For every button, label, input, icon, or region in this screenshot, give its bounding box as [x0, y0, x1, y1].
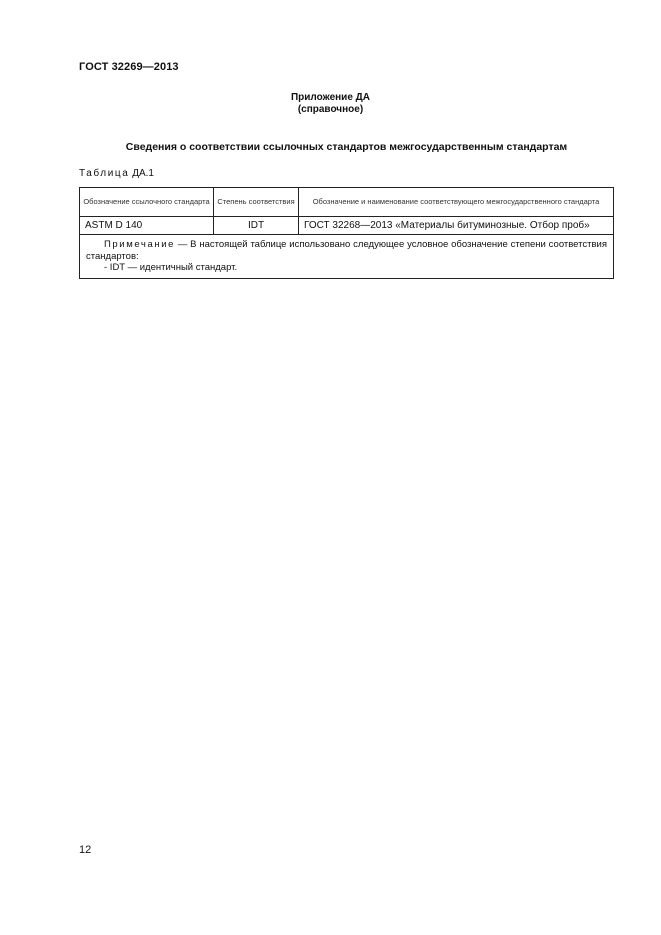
column-header-degree: Степень соответствия: [214, 188, 299, 217]
appendix-heading: [0, 92, 661, 116]
column-header-interstate-standard: Обозначение и наименование соответствующего межгосударственного стандарта: [299, 188, 614, 217]
cell-interstate-standard: ГОСТ 32268—2013 «Материалы битуминозные. Отбор проб»: [299, 217, 614, 235]
table-note-row: [80, 235, 614, 279]
note-paragraph: [86, 239, 607, 262]
table-row: [80, 217, 614, 235]
table-caption-number: ДА.1: [132, 168, 154, 179]
section-title: Сведения о соответствии ссылочных стандартов межгосударственным стандартам: [125, 141, 568, 153]
appendix-subtitle: (справочное): [297, 104, 364, 115]
standards-table: [79, 187, 614, 279]
table-caption: [79, 168, 154, 179]
table-header-row: [80, 188, 614, 217]
page-number: 12: [79, 844, 92, 856]
cell-degree: IDT: [214, 217, 299, 235]
column-header-reference-standard: Обозначение ссылочного стандарта: [80, 188, 214, 217]
note-item: - IDT — идентичный стандарт.: [104, 262, 238, 273]
appendix-title: Приложение ДА: [290, 92, 371, 103]
cell-reference-standard: ASTM D 140: [80, 217, 214, 235]
table-note: [80, 235, 614, 279]
table-caption-label: Таблица: [79, 168, 130, 179]
note-label: Примечание: [104, 239, 175, 250]
note-text: — В настоящей таблице использовано следующее условное обозначение степени соответствия стандартов:: [86, 239, 607, 262]
document-code: ГОСТ 32269—2013: [79, 61, 179, 73]
